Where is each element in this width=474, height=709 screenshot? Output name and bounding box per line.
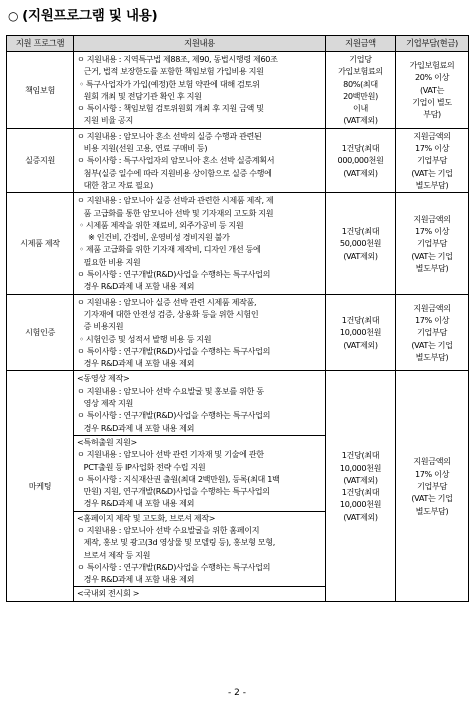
content-line: 증 비용지원 bbox=[77, 321, 124, 332]
support-amount bbox=[326, 52, 396, 129]
amount-line: 10,000천원 bbox=[339, 499, 382, 510]
content-line: 영상 제작 지원 bbox=[77, 398, 133, 409]
table-row bbox=[7, 371, 469, 601]
amount-line: (VAT제외) bbox=[343, 474, 378, 485]
content-line: ㅇ 특이사항 : 책임보험 검토위원회 개최 후 지원 금액 및 bbox=[77, 103, 264, 114]
amount-line: (VAT제외) bbox=[343, 339, 378, 350]
amount-line: (VAT제외) bbox=[343, 115, 378, 126]
header-amount: 지원금액 bbox=[326, 36, 396, 52]
amount-line: 가입보험료의 bbox=[338, 66, 383, 77]
content-line: 대한 참고 자료 필요) bbox=[77, 179, 153, 190]
burden-line: 기업이 별도 bbox=[412, 97, 452, 108]
program-name: 시험인증 bbox=[7, 294, 74, 371]
content-line: 필요한 비용 지원 bbox=[77, 256, 141, 267]
burden-line: 부담) bbox=[423, 109, 441, 120]
support-amount bbox=[326, 193, 396, 294]
subsection-title: <국내외 전시회 > bbox=[77, 588, 140, 599]
program-name: 시제품 제작 bbox=[7, 193, 74, 294]
content-line: ㅇ 지원내용 : 암모니아 실증 선박과 관련한 시제품 제작, 제 bbox=[77, 195, 274, 206]
circle-bullet-icon: ○ bbox=[8, 9, 19, 23]
amount-line: (VAT제외) bbox=[343, 511, 378, 522]
content-line: 경우 R&D과제 내 포함 내용 제외 bbox=[77, 498, 195, 509]
content-line: 브로셔 제작 등 지원 bbox=[77, 549, 151, 560]
content-line: 경우 R&D과제 내 포함 내용 제외 bbox=[77, 574, 195, 585]
content-line: ㅇ 지원내용 : 암모니아 선박 관련 기자재 및 기술에 관한 bbox=[77, 449, 264, 460]
burden-line: 17% 이상 bbox=[414, 143, 450, 154]
content-line: 경우 R&D과제 내 포함 내용 제외 bbox=[77, 281, 195, 292]
company-burden bbox=[396, 294, 469, 371]
program-content bbox=[74, 128, 326, 192]
subsection-title: <특허출원 지원> bbox=[77, 436, 137, 447]
amount-line: 1건당(최대 bbox=[341, 450, 380, 461]
table-row bbox=[7, 52, 469, 129]
support-amount bbox=[326, 371, 396, 601]
burden-line: 가입보험료의 bbox=[409, 60, 455, 71]
program-content bbox=[74, 294, 326, 371]
company-burden bbox=[396, 193, 469, 294]
content-line: ※ 인건비, 간접비, 운영비성 경비지원 불가 bbox=[77, 232, 230, 243]
content-line: ㅇ 지원내용 : 암모니아 선박 수요발굴 및 홍보를 위한 동 bbox=[77, 385, 264, 396]
amount-line: (VAT제외) bbox=[343, 250, 378, 261]
burden-line: 지원금액의 bbox=[413, 213, 451, 224]
content-line: ㅇ 지원내용 : 암모니아 혼소 선박의 실증 수행과 관련된 bbox=[77, 130, 262, 141]
burden-line: 지원금액의 bbox=[413, 130, 451, 141]
content-line: ㅇ 특이사항 : 연구개발(R&D)사업을 수행하는 특구사업의 bbox=[77, 561, 271, 572]
amount-line: 000,000천원 bbox=[337, 155, 384, 166]
content-line: ㅇ 특이사항 : 특구사업자의 암모니아 혼소 선박 실증계획서 bbox=[77, 155, 275, 166]
content-line: ㅇ 특이사항 : 연구개발(R&D)사업을 수행하는 특구사업의 bbox=[77, 269, 271, 280]
header-content: 지원내용 bbox=[74, 36, 326, 52]
amount-line: 기업당 bbox=[349, 54, 372, 64]
burden-line: (VAT는 기업 bbox=[411, 250, 453, 261]
burden-line: (VAT는 기업 bbox=[411, 493, 453, 504]
burden-line: 별도부담) bbox=[415, 351, 449, 362]
program-content bbox=[74, 52, 326, 129]
company-burden bbox=[396, 128, 469, 192]
content-line: ㅇ 특이사항 : 지식재산권 출원(최대 2백만원), 등록(최대 1백 bbox=[77, 473, 280, 484]
subsection-title: <동영상 제작> bbox=[77, 373, 130, 384]
burden-line: (VAT는 기업 bbox=[411, 339, 453, 350]
content-line: 첨부(실증 일수에 따라 지원비용 상이함으로 실증 수행에 bbox=[77, 167, 272, 178]
amount-line: 80%(최대 bbox=[343, 78, 378, 89]
content-line: ◦ 제품 고급화를 위한 기자재 제작비, 디자인 개선 등에 bbox=[77, 244, 261, 255]
burden-line: 20% 이상 bbox=[414, 72, 450, 83]
content-line: ㅇ 지원내용 : 지역특구법 제88조, 제90, 동법시행령 제60조 bbox=[77, 54, 278, 64]
company-burden bbox=[396, 52, 469, 129]
page-number: - 2 - bbox=[228, 688, 246, 698]
burden-line: 17% 이상 bbox=[414, 315, 450, 326]
amount-line: 1건당(최대 bbox=[341, 315, 380, 326]
header-program: 지원 프로그램 bbox=[7, 36, 74, 52]
burden-line: 17% 이상 bbox=[414, 226, 450, 236]
amount-line: 1건당(최대 bbox=[341, 143, 380, 154]
burden-line: 별도부담) bbox=[415, 505, 449, 516]
program-name: 실증지원 bbox=[7, 128, 74, 192]
table-row bbox=[7, 193, 469, 294]
content-line: 비용 지원(선원 고용, 연료 구매비 등) bbox=[77, 143, 208, 154]
table-header-row bbox=[7, 36, 469, 52]
content-line: 기자재에 대한 안전성 검증, 상용화 등을 위한 시험인 bbox=[77, 308, 259, 319]
subsection-title: <홈페이지 제작 및 고도화, 브로셔 제작> bbox=[77, 512, 216, 523]
burden-line: (VAT는 기업 bbox=[411, 167, 453, 178]
program-name: 책임보험 bbox=[7, 52, 74, 129]
content-line: ◦ 특구사업자가 가입(예정)한 보험 약관에 대해 검토위 bbox=[77, 78, 260, 89]
table-row bbox=[7, 128, 469, 192]
burden-line: 별도부담) bbox=[415, 262, 449, 273]
content-line: 근거, 법적 보장한도를 포함한 책임보험 가입비용 지원 bbox=[77, 66, 264, 77]
content-line: 품 고급화를 통한 암모니아 선박 및 기자재의 고도화 지원 bbox=[77, 207, 274, 218]
section-heading-text: (지원프로그램 및 내용) bbox=[22, 8, 158, 24]
burden-line: 기업부담 bbox=[417, 327, 447, 338]
content-line: 경우 R&D과제 내 포함 내용 제외 bbox=[77, 422, 195, 433]
burden-line: 기업부담 bbox=[417, 155, 447, 166]
content-line: 지원 비율 공지 bbox=[77, 115, 133, 126]
content-line: 만원) 지원, 연구개발(R&D)사업을 수행하는 특구사업의 bbox=[77, 486, 270, 497]
amount-line: 1건당(최대 bbox=[341, 226, 380, 236]
content-line: 경우 R&D과제 내 포함 내용 제외 bbox=[77, 358, 195, 369]
table-row bbox=[7, 294, 469, 371]
amount-line: 이내 bbox=[353, 103, 368, 114]
amount-line: (VAT제외) bbox=[343, 167, 378, 178]
program-content bbox=[74, 193, 326, 294]
content-line: 원회 개최 및 전담기관 확인 후 지원 bbox=[77, 90, 202, 101]
content-line: ㅇ 특이사항 : 연구개발(R&D)사업을 수행하는 특구사업의 bbox=[77, 410, 271, 421]
content-line: ◦ 시험인증 및 성적서 발행 비용 등 지원 bbox=[77, 333, 212, 344]
support-amount bbox=[326, 128, 396, 192]
program-name: 마케팅 bbox=[7, 371, 74, 601]
amount-line: 10,000천원 bbox=[339, 462, 382, 473]
burden-line: 별도부담) bbox=[415, 179, 449, 190]
burden-line: 17% 이상 bbox=[414, 468, 450, 479]
burden-line: (VAT는 bbox=[419, 84, 445, 95]
amount-line: 50,000천원 bbox=[339, 238, 382, 249]
content-line: ◦ 시제품 제작을 위한 재료비, 외주가공비 등 지원 bbox=[77, 219, 244, 230]
burden-line: 지원금액의 bbox=[413, 302, 451, 313]
content-line: ㅇ 지원내용 : 암모니아 실증 선박 관련 시제품 제작품, bbox=[77, 296, 257, 307]
burden-line: 기업부담 bbox=[417, 238, 447, 249]
content-line: ㅇ 지원내용 : 암모니아 선박 수요발굴을 위한 홈페이지 bbox=[77, 524, 260, 535]
support-amount bbox=[326, 294, 396, 371]
support-program-table bbox=[6, 35, 469, 602]
content-line: ㅇ 특이사항 : 연구개발(R&D)사업을 수행하는 특구사업의 bbox=[77, 345, 271, 356]
amount-line: 10,000천원 bbox=[339, 327, 382, 338]
amount-line: 20백만원) bbox=[343, 90, 378, 101]
company-burden bbox=[396, 371, 469, 601]
burden-line: 기업부담 bbox=[417, 480, 447, 491]
header-burden: 기업부담(현금) bbox=[396, 36, 469, 52]
section-heading bbox=[8, 4, 157, 24]
content-line: PCT출원 등 IP사업화 전략 수립 지원 bbox=[77, 461, 206, 472]
amount-line: 1건당(최대 bbox=[341, 487, 380, 498]
burden-line: 지원금액의 bbox=[413, 456, 451, 467]
program-content bbox=[74, 371, 326, 601]
content-line: 제작, 홍보 및 광고(3d 영상물 및 모델링 등), 홍보형 모형, bbox=[77, 537, 275, 548]
